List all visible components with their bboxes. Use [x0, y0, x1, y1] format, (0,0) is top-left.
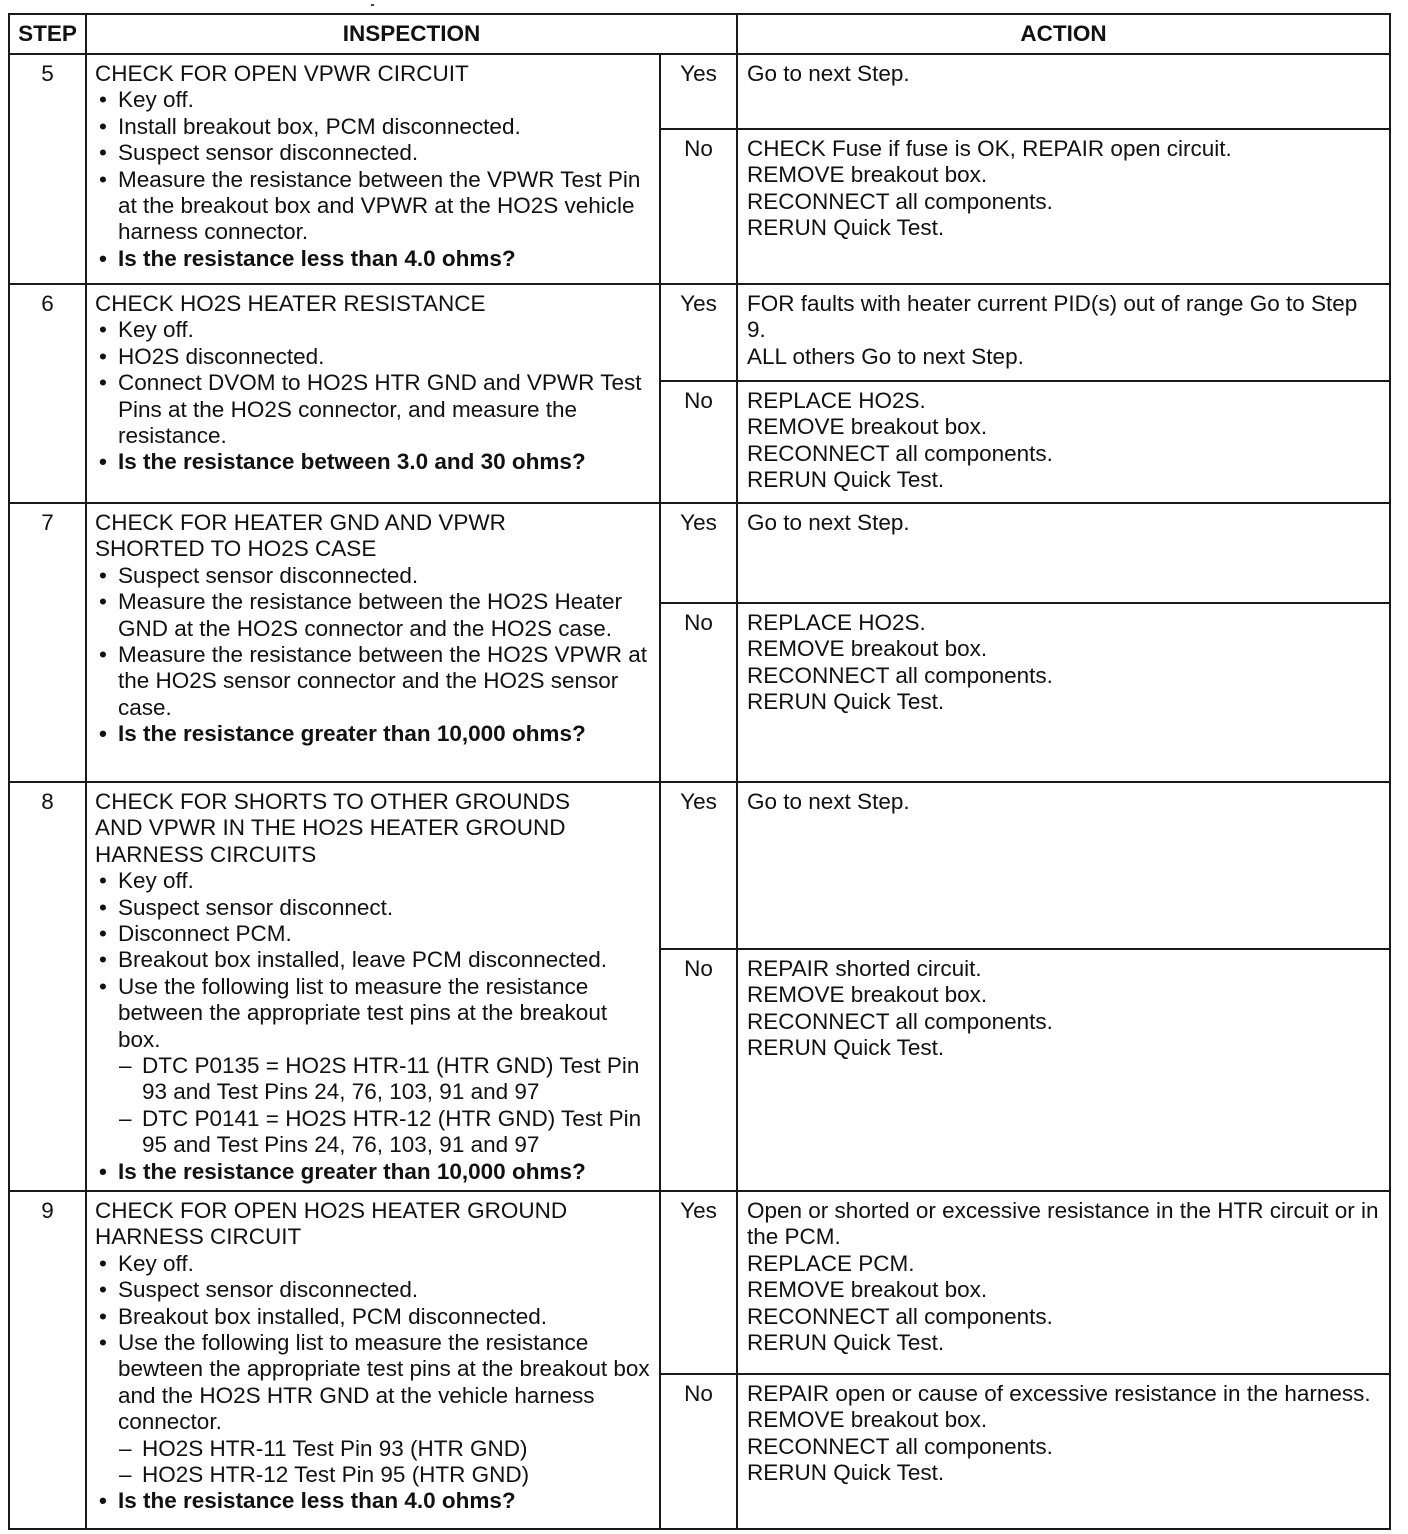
action-line: RECONNECT all components.	[747, 1008, 1053, 1034]
yes-label: Yes	[660, 782, 737, 949]
action-line: RERUN Quick Test.	[747, 467, 945, 493]
action-line: RECONNECT all components.	[747, 440, 1053, 466]
sub-item: – DTC P0141 = HO2S HTR-12 (HTR GND) Test Pin 95 and Test Pins 24, 76, 103, 91 and 97	[118, 1106, 651, 1159]
inspection-bullets	[95, 1251, 651, 1515]
header-inspection: INSPECTION	[86, 14, 737, 54]
inspection-question: • Is the resistance less than 4.0 ohms?	[95, 1488, 651, 1514]
no-action	[737, 949, 1390, 1191]
no-action	[737, 381, 1390, 503]
action-line: REPLACE HO2S.	[747, 610, 926, 635]
inspection-cell	[86, 782, 660, 1191]
inspection-cell	[86, 54, 660, 284]
inspection-title: HARNESS CIRCUITS	[95, 841, 317, 867]
action-line: REMOVE breakout box.	[747, 636, 988, 662]
bullet-text: Suspect sensor disconnect.	[118, 894, 394, 920]
bullet-text: Breakout box installed, leave PCM disconnected.	[118, 947, 608, 973]
bullet-text: Breakout box installed, PCM disconnected.	[118, 1303, 547, 1329]
no-label: No	[660, 381, 737, 503]
no-label: No	[660, 1374, 737, 1529]
action-line: RERUN Quick Test.	[747, 1035, 945, 1061]
bullet-text: Disconnect PCM.	[118, 921, 292, 947]
no-label: No	[660, 129, 737, 284]
sub-item: – HO2S HTR-11 Test Pin 93 (HTR GND)	[118, 1436, 651, 1462]
inspection-bullet	[95, 563, 651, 589]
no-label: No	[660, 949, 737, 1191]
inspection-question: • Is the resistance greater than 10,000 ohms?	[95, 1159, 651, 1185]
action-line: REPAIR shorted circuit.	[747, 956, 982, 981]
yes-label: Yes	[660, 284, 737, 381]
step-number: 7	[9, 503, 86, 782]
action-line: Go to next Step.	[747, 61, 910, 86]
action-line: REMOVE breakout box.	[747, 414, 988, 440]
action-line: Go to next Step.	[747, 789, 910, 814]
action-line: FOR faults with heater current PID(s) out of range Go to Step 9.	[747, 291, 1358, 343]
inspection-bullet	[95, 87, 651, 113]
inspection-question: • Is the resistance greater than 10,000 ohms?	[95, 721, 651, 747]
action-line: RERUN Quick Test.	[747, 215, 945, 241]
inspection-bullets	[95, 868, 651, 1185]
bullet-text: Use the following list to measure the resistance between the appropriate test pins at the breakout box.	[118, 973, 608, 1052]
bullet-text: HO2S disconnected.	[118, 343, 325, 369]
inspection-bullet	[95, 114, 651, 140]
bullet-text: Key off.	[118, 87, 194, 113]
step-number: 6	[9, 284, 86, 503]
bullet-text: Key off.	[118, 868, 194, 894]
inspection-title: HARNESS CIRCUIT	[95, 1224, 302, 1250]
bullet-text: Connect DVOM to HO2S HTR GND and VPWR Test Pins at the HO2S connector, and measure the resistance.	[118, 370, 642, 449]
bullet-text: Use the following list to measure the resistance bewteen the appropriate test pins at the breakout box and the HO2S HTR GND at the vehicle harness connector.	[118, 1330, 650, 1435]
action-line: Open or shorted or excessive resistance in the HTR circuit or in the PCM.	[747, 1198, 1379, 1250]
step-9-yes-row	[9, 1191, 1390, 1374]
inspection-bullet	[95, 868, 651, 894]
action-line: REMOVE breakout box.	[747, 982, 988, 1008]
inspection-bullet	[95, 317, 651, 343]
scan-mark	[371, 4, 374, 6]
inspection-title: CHECK HO2S HEATER RESISTANCE	[95, 291, 486, 316]
bullet-text: Measure the resistance between the VPWR Test Pin at the breakout box and VPWR at the HO2S vehicle harness connector.	[118, 166, 641, 245]
action-line: RECONNECT all components.	[747, 1303, 1053, 1329]
inspection-bullets	[95, 563, 651, 748]
header-step: STEP	[9, 14, 86, 54]
action-line: REMOVE breakout box.	[747, 1277, 988, 1303]
inspection-bullet	[95, 895, 651, 921]
sub-item: – HO2S HTR-12 Test Pin 95 (HTR GND)	[118, 1462, 651, 1488]
bullet-text: Suspect sensor disconnected.	[118, 562, 419, 588]
inspection-title: CHECK FOR HEATER GND AND VPWR	[95, 510, 506, 535]
action-line: RERUN Quick Test.	[747, 1330, 945, 1356]
bullet-text: Install breakout box, PCM disconnected.	[118, 113, 521, 139]
yes-label: Yes	[660, 1191, 737, 1374]
inspection-bullet	[95, 1251, 651, 1277]
step-number: 9	[9, 1191, 86, 1529]
inspection-bullet	[95, 642, 651, 721]
step-7-yes-row	[9, 503, 1390, 603]
bullet-text: Measure the resistance between the HO2S VPWR at the HO2S sensor connector and the HO2S sensor case.	[118, 642, 648, 720]
inspection-title: CHECK FOR OPEN HO2S HEATER GROUND	[95, 1198, 568, 1223]
step-number: 5	[9, 54, 86, 284]
action-line: RECONNECT all components.	[747, 188, 1053, 214]
action-line: Go to next Step.	[747, 510, 910, 535]
action-line: REMOVE breakout box.	[747, 162, 988, 188]
step-5-yes-row	[9, 54, 1390, 129]
action-line: RECONNECT all components.	[747, 662, 1053, 688]
action-line: REMOVE breakout box.	[747, 1407, 988, 1433]
yes-action	[737, 503, 1390, 603]
inspection-bullet	[95, 344, 651, 370]
sub-item: – DTC P0135 = HO2S HTR-11 (HTR GND) Test Pin 93 and Test Pins 24, 76, 103, 91 and 97	[118, 1053, 651, 1106]
action-line: REPAIR open or cause of excessive resistance in the harness.	[747, 1381, 1371, 1406]
diagnostic-table	[8, 13, 1391, 1530]
action-line: REPLACE HO2S.	[747, 388, 926, 413]
yes-action	[737, 782, 1390, 949]
header-row	[9, 14, 1390, 54]
inspection-question: • Is the resistance between 3.0 and 30 ohms?	[95, 449, 651, 475]
inspection-title: SHORTED TO HO2S CASE	[95, 536, 377, 562]
bullet-text: Measure the resistance between the HO2S Heater GND at the HO2S connector and the HO2S case.	[118, 589, 623, 641]
inspection-bullet	[95, 1330, 651, 1488]
yes-action	[737, 1191, 1390, 1374]
sub-list	[118, 1053, 651, 1159]
inspection-bullets	[95, 87, 651, 272]
action-line: REPLACE PCM.	[747, 1250, 915, 1276]
bullet-text: Key off.	[118, 317, 194, 343]
sub-list	[118, 1436, 651, 1489]
inspection-title: AND VPWR IN THE HO2S HEATER GROUND	[95, 815, 566, 841]
action-line: ALL others Go to next Step.	[747, 343, 1024, 369]
inspection-question: • Is the resistance less than 4.0 ohms?	[95, 246, 651, 272]
inspection-cell	[86, 503, 660, 782]
inspection-cell	[86, 284, 660, 503]
no-action	[737, 1374, 1390, 1529]
inspection-bullet	[95, 1277, 651, 1303]
inspection-bullet	[95, 167, 651, 246]
yes-action	[737, 54, 1390, 129]
inspection-bullet	[95, 589, 651, 642]
inspection-bullet	[95, 947, 651, 973]
action-line: RERUN Quick Test.	[747, 1460, 945, 1486]
inspection-cell	[86, 1191, 660, 1529]
inspection-bullet	[95, 1304, 651, 1330]
inspection-bullet	[95, 921, 651, 947]
action-line: RERUN Quick Test.	[747, 689, 945, 715]
no-action	[737, 603, 1390, 782]
inspection-bullet	[95, 974, 651, 1159]
bullet-text: Key off.	[118, 1250, 194, 1276]
header-action: ACTION	[737, 14, 1390, 54]
yes-label: Yes	[660, 54, 737, 129]
inspection-bullet	[95, 140, 651, 166]
inspection-bullets	[95, 317, 651, 475]
action-line: RECONNECT all components.	[747, 1433, 1053, 1459]
step-6-yes-row	[9, 284, 1390, 381]
inspection-title: CHECK FOR SHORTS TO OTHER GROUNDS	[95, 789, 571, 814]
no-action	[737, 129, 1390, 284]
no-label: No	[660, 603, 737, 782]
inspection-bullet	[95, 370, 651, 449]
inspection-title: CHECK FOR OPEN VPWR CIRCUIT	[95, 61, 469, 86]
action-line: CHECK Fuse if fuse is OK, REPAIR open circuit.	[747, 136, 1232, 161]
bullet-text: Suspect sensor disconnected.	[118, 140, 419, 166]
yes-action	[737, 284, 1390, 381]
step-8-yes-row	[9, 782, 1390, 949]
step-number: 8	[9, 782, 86, 1191]
bullet-text: Suspect sensor disconnected.	[118, 1277, 419, 1303]
yes-label: Yes	[660, 503, 737, 603]
